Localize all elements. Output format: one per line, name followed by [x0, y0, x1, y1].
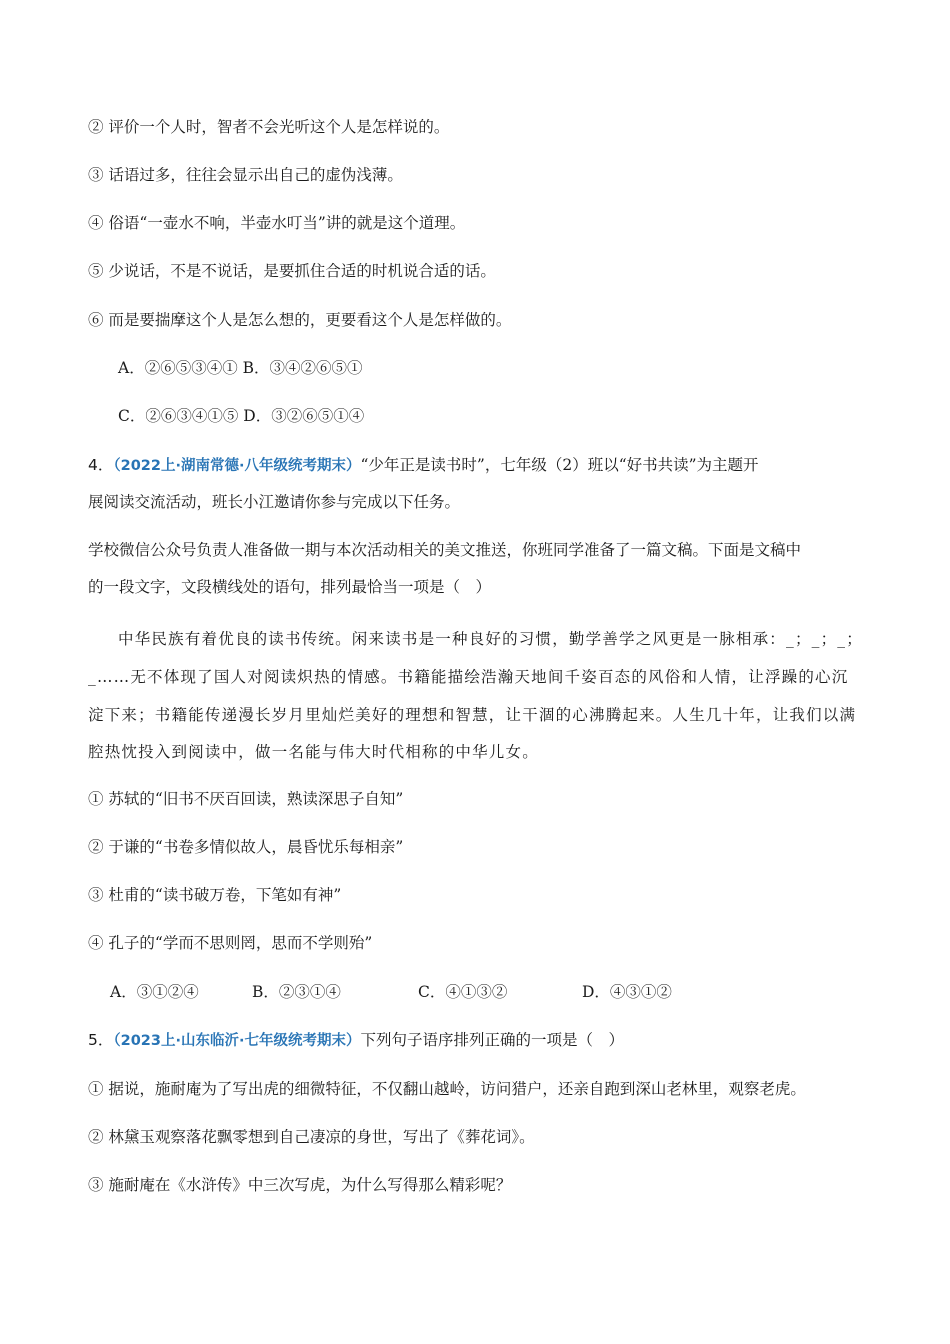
q4-option-c: C．④①③②: [418, 983, 508, 1001]
q3-item-4: ④ 俗语“一壶水不响，半壶水叮当”讲的就是这个道理。: [88, 214, 466, 232]
q5-item-1: ① 据说，施耐庵为了写出虎的细微特征，不仅翻山越岭，访问猎户，还亲自跑到深山老林里，观察老虎。: [88, 1080, 806, 1098]
q3-item-2: ② 评价一个人时，智者不会光听这个人是怎样说的。: [88, 118, 450, 136]
q4-stem-line1: [88, 454, 759, 477]
q5-source: （2023上·山东临沂·七年级统考期末）: [113, 1033, 361, 1049]
q3-item-6: ⑥ 而是要揣摩这个人是怎么想的，更要看这个人是怎样做的。: [88, 311, 512, 329]
q4-passage-line3: 淀下来；书籍能传递漫长岁月里灿烂美好的理想和智慧，让干涸的心沸腾起来。人生几十年，让我们以满: [88, 706, 857, 724]
q4-stem-line2: 展阅读交流活动，班长小江邀请你参与完成以下任务。: [88, 493, 461, 511]
q4-item-1: ① 苏轼的“旧书不厌百回读，熟读深思子自知”: [88, 790, 404, 808]
q3-options-row2: C．②⑥③④①⑤ D．③②⑥⑤①④: [118, 407, 365, 425]
q4-passage-line4: 腔热忱投入到阅读中，做一名能与伟大时代相称的中华儿女。: [88, 743, 539, 761]
q4-option-a: A．③①②④: [110, 983, 199, 1001]
q5-stem-text: 下列句子语序排列正确的一项是（ ）: [360, 1031, 625, 1049]
q5-item-3: ③ 施耐庵在《水浒传》中三次写虎，为什么写得那么精彩呢？: [88, 1176, 512, 1194]
q4-passage-line2: _……无不体现了国人对阅读炽热的情感。书籍能描绘浩瀚天地间千姿百态的风俗和人情，让浮躁的心沉: [88, 668, 849, 686]
q4-task-line2: 的一段文字，文段横线处的语句，排列最恰当一项是（ ）: [88, 578, 492, 596]
q3-item-5: ⑤ 少说话，不是不说话，是要抓住合适的时机说合适的话。: [88, 262, 496, 280]
q4-stem-text: “少年正是读书时”，七年级（2）班以“好书共读”为主题开: [360, 456, 759, 474]
q4-number: 4．: [88, 456, 114, 474]
q5-number: 5．: [88, 1031, 114, 1049]
q5-item-2: ② 林黛玉观察落花飘零想到自己凄凉的身世，写出了《葬花词》。: [88, 1128, 535, 1146]
q4-task-line1: 学校微信公众号负责人准备做一期与本次活动相关的美文推送，你班同学准备了一篇文稿。下面是文稿中: [88, 541, 802, 559]
q4-passage-line1: 中华民族有着优良的读书传统。闲来读书是一种良好的习惯，勤学善学之风更是一脉相承：_；_；_；: [118, 630, 863, 648]
q3-item-3: ③ 话语过多，往往会显示出自己的虚伪浅薄。: [88, 166, 403, 184]
q4-item-2: ② 于谦的“书卷多情似故人，晨昏忧乐每相亲”: [88, 838, 404, 856]
q3-options-row1: A．②⑥⑤③④① B．③④②⑥⑤①: [118, 359, 363, 377]
q5-stem: [88, 1029, 624, 1052]
q4-item-3: ③ 杜甫的“读书破万卷，下笔如有神”: [88, 886, 342, 904]
q4-option-d: D．④③①②: [582, 983, 672, 1001]
q4-source: （2022上·湖南常德·八年级统考期末）: [113, 458, 361, 474]
q4-item-4: ④ 孔子的“学而不思则罔，思而不学则殆”: [88, 934, 373, 952]
q4-option-b: B．②③①④: [252, 983, 341, 1001]
